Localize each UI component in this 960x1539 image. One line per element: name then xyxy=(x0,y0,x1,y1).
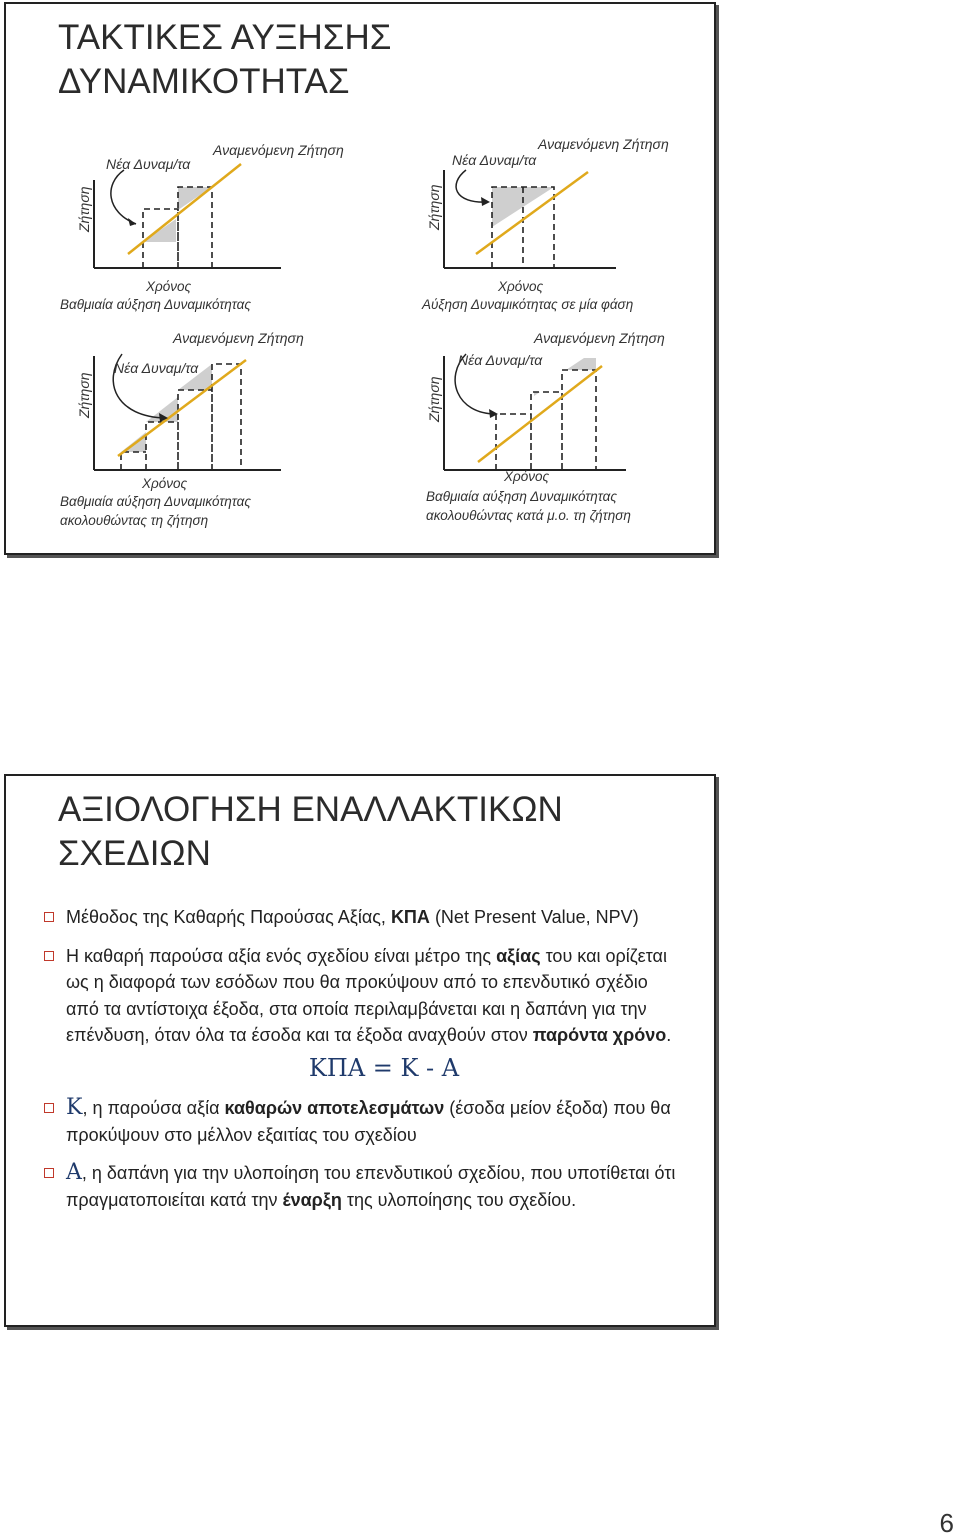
new-capacity-label: Νέα Δυναμ/τα xyxy=(114,360,199,376)
new-capacity-label: Νέα Δυναμ/τα xyxy=(106,156,191,172)
expected-demand-label: Αναμενόμενη Ζήτηση xyxy=(538,136,669,152)
diagram-single-step-increase xyxy=(416,132,716,322)
slide-capacity-strategies xyxy=(4,2,716,555)
diagram-caption-line2: ακολουθώντας κατά μ.ο. τη ζήτηση xyxy=(426,508,631,523)
square-bullet-icon xyxy=(44,1103,54,1113)
slide-title-line2: ΣΧΕΔΙΩΝ xyxy=(58,834,211,873)
x-axis-label: Χρόνος xyxy=(498,279,544,294)
diagram-caption: Βαθμιαία αύξηση Δυναμικότητας xyxy=(60,297,251,312)
y-axis-label: Ζήτηση xyxy=(426,376,442,422)
y-axis-label: Ζήτηση xyxy=(76,372,92,418)
diagram-caption: Βαθμιαία αύξηση Δυναμικότητας xyxy=(426,489,617,504)
square-bullet-icon xyxy=(44,951,54,961)
diagram-gradual-increase xyxy=(60,132,366,322)
bullet-a-definition: Α, η δαπάνη για την υλοποίηση του επενδυτικού σχεδίου, που υποτίθεται ότι πραγματοποιείται κατά την έναρξη της υλοποίησης του σχεδίου. xyxy=(42,1160,682,1213)
diagram-caption-line2: ακολουθώντας τη ζήτηση xyxy=(60,513,209,528)
x-axis-label: Χρόνος xyxy=(504,469,550,484)
page-number: 6 xyxy=(939,1508,954,1538)
symbol-a: Α xyxy=(66,1160,82,1185)
expected-demand-label: Αναμενόμενη Ζήτηση xyxy=(534,330,665,346)
bullet-npv-method: Μέθοδος της Καθαρής Παρούσας Αξίας, ΚΠΑ (Net Present Value, NPV) xyxy=(42,904,682,931)
diagram-gradual-following-demand xyxy=(60,322,366,532)
expected-demand-label: Αναμενόμενη Ζήτηση xyxy=(213,142,344,158)
x-axis-label: Χρόνος xyxy=(142,476,188,491)
slide-title xyxy=(58,16,391,104)
x-axis-label: Χρόνος xyxy=(146,279,192,294)
square-bullet-icon xyxy=(44,1168,54,1178)
slide-title xyxy=(58,788,563,876)
bullet-list xyxy=(42,904,682,1225)
symbol-k: Κ xyxy=(66,1095,83,1120)
new-capacity-label: Νέα Δυναμ/τα xyxy=(458,352,543,368)
square-bullet-icon xyxy=(44,912,54,922)
new-capacity-label: Νέα Δυναμ/τα xyxy=(452,152,537,168)
slide-title-line2: ΔΥΝΑΜΙΚΟΤΗΤΑΣ xyxy=(58,62,350,101)
diagram-caption: Αύξηση Δυναμικότητας σε μία φάση xyxy=(422,297,634,312)
slide-title-line1: ΑΞΙΟΛΟΓΗΣΗ ΕΝΑΛΛΑΚΤΙΚΩΝ xyxy=(58,790,563,829)
bullet-k-definition: Κ, η παρούσα αξία καθαρών αποτελεσμάτων (έσοδα μείον έξοδα) που θα προκύψουν στο μέλλον εξαιτίας του σχεδίου xyxy=(42,1095,682,1148)
expected-demand-label: Αναμενόμενη Ζήτηση xyxy=(173,330,304,346)
slide-evaluation-of-alternatives xyxy=(4,774,716,1327)
slide-title-line1: ΤΑΚΤΙΚΕΣ ΑΥΞΗΣΗΣ xyxy=(58,18,392,57)
diagram-caption: Βαθμιαία αύξηση Δυναμικότητας xyxy=(60,494,251,509)
npv-formula: ΚΠΑ = Κ - Α xyxy=(308,1053,460,1082)
y-axis-label: Ζήτηση xyxy=(76,186,92,232)
bullet-npv-definition: Η καθαρή παρούσα αξία ενός σχεδίου είναι μέτρο της αξίας του και ορίζεται ως η διαφορά των εσόδων που θα προκύψουν από το επενδυτικό σχέδιο από τα αντίστοιχα έξοδα, στα οποία περιλαμβάνεται και η δαπάνη για την επένδυση, όταν όλα τα έσοδα και τα έξοδα αναχθούν στον παρόντα χρόνο. ΚΠΑ = Κ - Α xyxy=(42,943,682,1082)
y-axis-label: Ζήτηση xyxy=(426,184,442,230)
diagram-gradual-average-demand xyxy=(416,322,716,532)
